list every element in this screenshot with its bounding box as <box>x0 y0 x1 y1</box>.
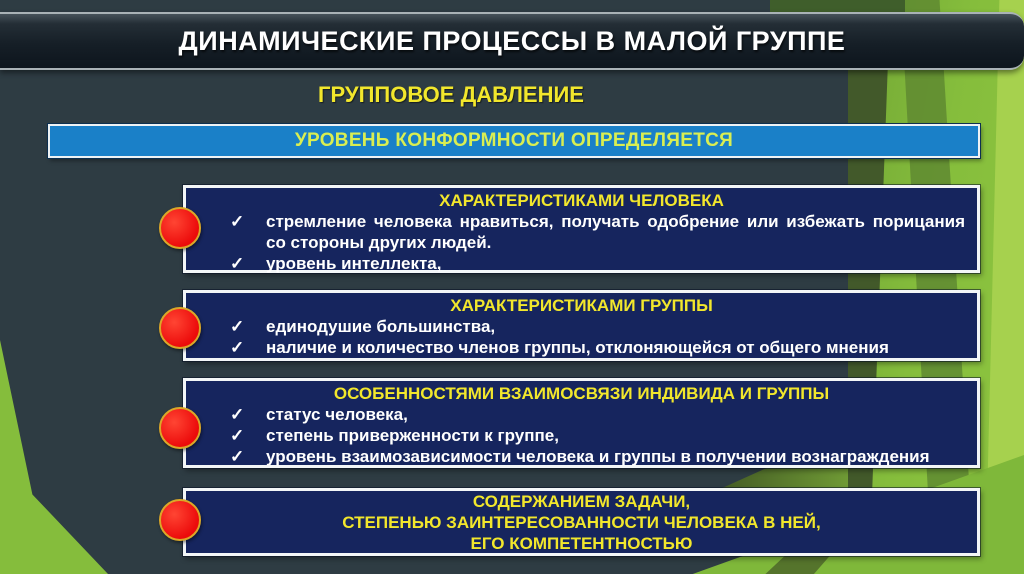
check-icon: ✓ <box>230 212 245 231</box>
red-marker <box>159 407 201 449</box>
bullet-text: статус человека, <box>266 405 408 424</box>
background-gap-wedge <box>700 468 848 488</box>
check-icon: ✓ <box>230 254 245 273</box>
bullet-item <box>186 316 977 337</box>
bullet-text: степень приверженности к группе, <box>266 426 559 445</box>
conformity-banner: УРОВЕНЬ КОНФОРМНОСТИ ОПРЕДЕЛЯЕТСЯ <box>48 124 980 158</box>
box-heading-line: СТЕПЕНЬЮ ЗАИНТЕРЕСОВАННОСТИ ЧЕЛОВЕКА В НЕЙ, <box>342 512 821 532</box>
bullet-item <box>186 404 977 425</box>
bullet-item <box>186 211 977 253</box>
bullet-text: уровень взаимозависимости человека и группы в получении вознаграждения <box>266 447 930 466</box>
check-icon: ✓ <box>230 405 245 424</box>
box-heading-line: ЕГО КОМПЕТЕНТНОСТЬЮ <box>470 533 693 553</box>
bullet-item <box>186 337 977 358</box>
check-icon: ✓ <box>230 447 245 466</box>
box-heading: ХАРАКТЕРИСТИКАМИ ГРУППЫ <box>450 296 713 315</box>
factor-box-group <box>183 290 980 361</box>
red-marker <box>159 207 201 249</box>
check-icon: ✓ <box>230 317 245 336</box>
bullet-text: единодушие большинства, <box>266 317 496 336</box>
box-heading: ОСОБЕННОСТЯМИ ВЗАИМОСВЯЗИ ИНДИВИДА И ГРУППЫ <box>333 384 830 403</box>
check-icon: ✓ <box>230 426 245 445</box>
red-marker <box>159 499 201 541</box>
red-marker <box>159 307 201 349</box>
slide-title-bar <box>0 12 1024 70</box>
page-title: ДИНАМИЧЕСКИЕ ПРОЦЕССЫ В МАЛОЙ ГРУППЕ <box>178 25 846 56</box>
background-bottom-left-wedge <box>0 340 108 574</box>
bullet-text: уровень интеллекта, <box>266 254 442 273</box>
box-heading-line: СОДЕРЖАНИЕМ ЗАДАЧИ, <box>472 491 691 511</box>
section-heading: ГРУППОВОЕ ДАВЛЕНИЕ <box>318 82 584 107</box>
bullet-item <box>186 253 977 274</box>
factor-box-person <box>183 185 980 273</box>
box-heading: ХАРАКТЕРИСТИКАМИ ЧЕЛОВЕКА <box>439 191 724 210</box>
bullet-text: наличие и количество членов группы, отклоняющейся от общего мнения <box>266 338 889 357</box>
check-icon: ✓ <box>230 338 245 357</box>
bullet-item <box>186 446 977 467</box>
bullet-item <box>186 425 977 446</box>
bullet-text: стремление человека нравиться, получать одобрение или избежать порицания со стороны других людей. <box>266 212 965 252</box>
factor-box-task <box>183 488 980 556</box>
factor-box-relationship <box>183 378 980 468</box>
